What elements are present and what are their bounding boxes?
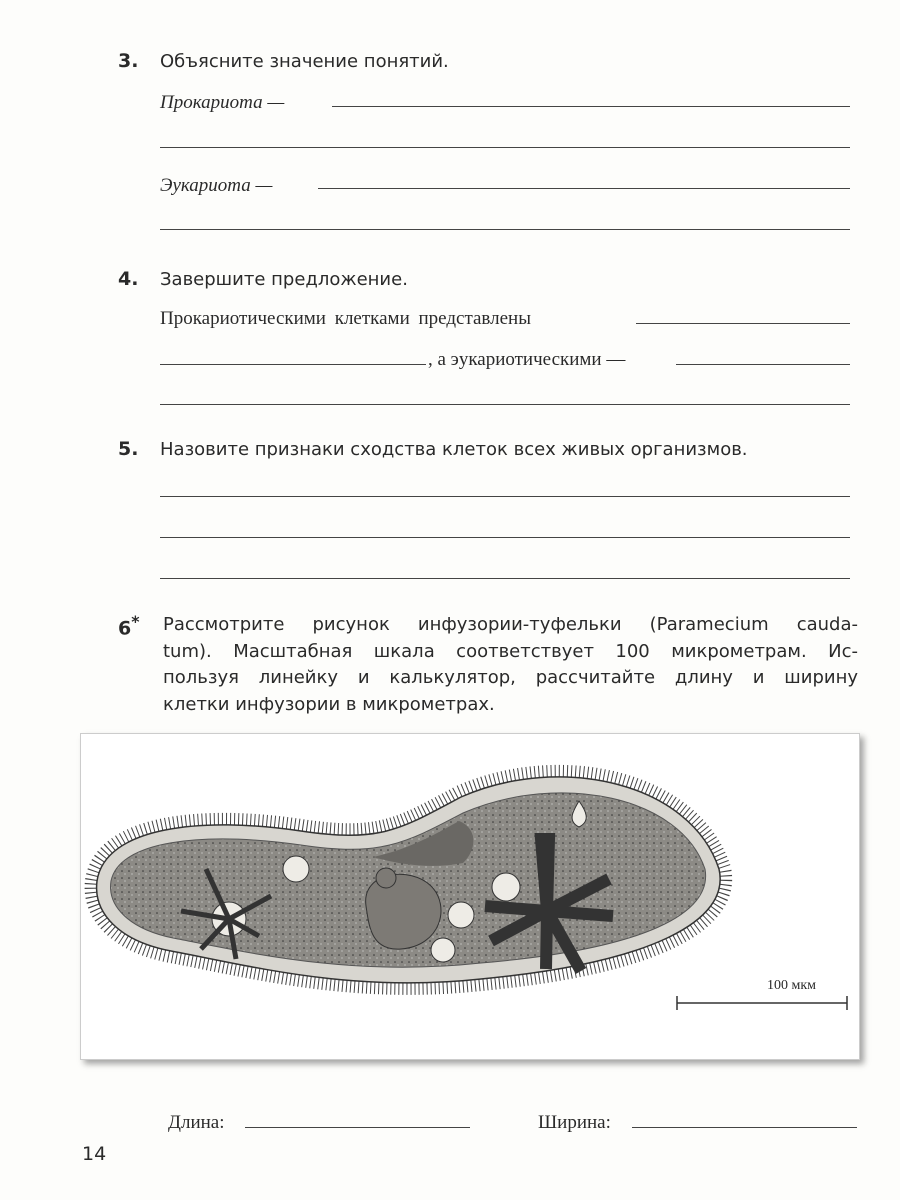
length-label: Длина:: [168, 1112, 225, 1133]
sentence-part-2: , а эукариотическими —: [428, 349, 626, 370]
question-6-number: [118, 612, 140, 639]
answer-line[interactable]: [636, 323, 850, 324]
question-3-title: Объясните значение понятий.: [160, 51, 449, 72]
answer-line[interactable]: [160, 229, 850, 230]
width-answer-line[interactable]: [632, 1127, 857, 1128]
question-4-number: 4.: [118, 268, 139, 290]
scale-label: 100 мкм: [767, 978, 817, 993]
difficulty-star: *: [131, 612, 140, 631]
micronucleus: [376, 868, 396, 888]
answer-line[interactable]: [160, 537, 850, 538]
answer-line[interactable]: [332, 106, 850, 107]
answer-line[interactable]: [160, 364, 426, 365]
answer-line[interactable]: [160, 404, 850, 405]
page-number: 14: [82, 1143, 107, 1165]
term-prokaryote: Прокариота —: [160, 92, 285, 113]
question-6-digit: 6: [118, 617, 132, 640]
paramecium-illustration: [81, 734, 859, 1059]
question-5-title: Назовите признаки сходства клеток всех живых организмов.: [160, 439, 748, 460]
question-5-number: 5.: [118, 438, 139, 460]
answer-line[interactable]: [318, 188, 850, 189]
term-eukaryote: Эукариота —: [160, 175, 273, 196]
question-6-text: [163, 612, 858, 718]
answer-line[interactable]: [676, 364, 850, 365]
length-answer-line[interactable]: [245, 1127, 470, 1128]
answer-line[interactable]: [160, 147, 850, 148]
width-label: Ширина:: [538, 1112, 611, 1133]
question-6-line: пользуя линейку и калькулятор, рассчитайте длину и ширину: [163, 667, 858, 688]
answer-line[interactable]: [160, 578, 850, 579]
question-6-line: tum). Масштабная шкала соответствует 100 микрометрам. Ис-: [163, 640, 858, 662]
sentence-part-1: Прокариотическими клетками представлены: [160, 308, 531, 329]
question-6-line: клетки инфузории в микрометрах.: [163, 693, 495, 715]
question-6-line: Рассмотрите рисунок инфузории-туфельки (Paramecium cauda-: [163, 614, 858, 635]
question-4-title: Завершите предложение.: [160, 269, 408, 290]
question-3-number: 3.: [118, 50, 139, 72]
answer-line[interactable]: [160, 496, 850, 497]
paramecium-figure: [80, 733, 860, 1060]
